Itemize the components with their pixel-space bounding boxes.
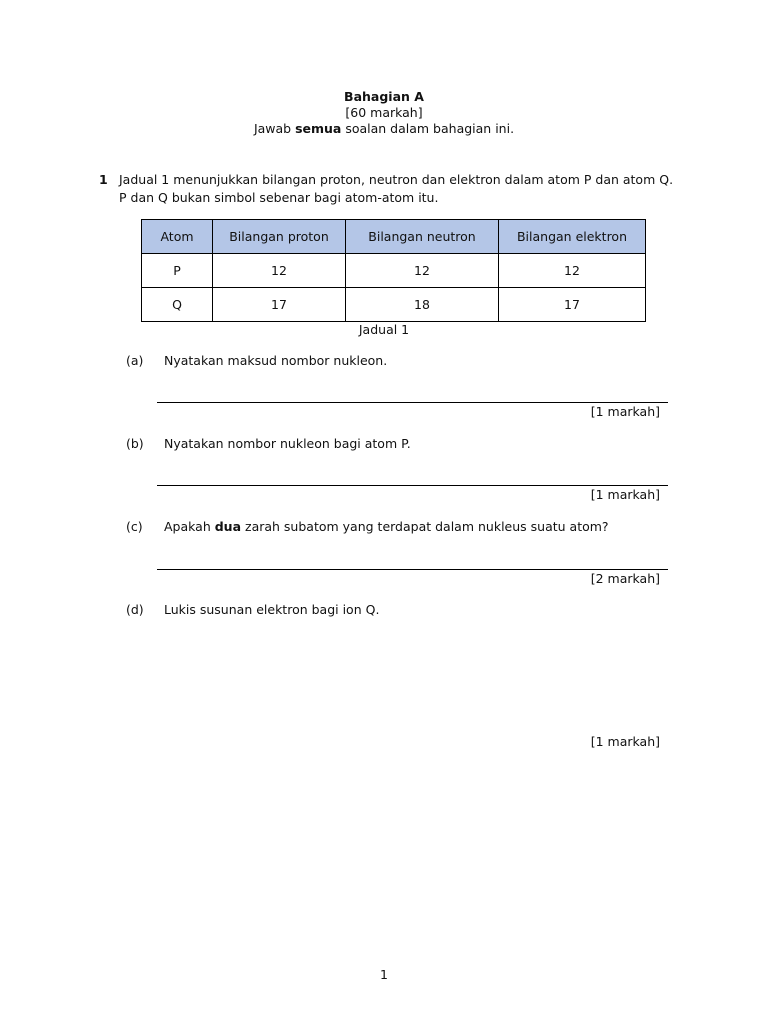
- part-d-marks: [1 markah]: [590, 734, 660, 749]
- table-row: [142, 254, 646, 288]
- section-marks: [60 markah]: [345, 105, 423, 120]
- question-number: 1: [99, 172, 108, 187]
- table-header-cell: Bilangan proton: [213, 220, 346, 254]
- part-b-label: (b): [126, 436, 144, 451]
- data-table: [141, 219, 646, 322]
- table-cell: 18: [346, 288, 499, 322]
- part-d-text: Lukis susunan elektron bagi ion Q.: [164, 602, 380, 617]
- section-title: Bahagian A: [344, 89, 424, 104]
- part-d-drawing-area[interactable]: [157, 625, 668, 725]
- part-c-text: [164, 519, 609, 534]
- part-c-text-start: Apakah: [164, 519, 215, 534]
- table-header-row: [142, 220, 646, 254]
- table-header-cell: Bilangan neutron: [346, 220, 499, 254]
- table-cell: 12: [499, 254, 646, 288]
- instruction-emphasis: semua: [295, 121, 342, 136]
- part-b-text: Nyatakan nombor nukleon bagi atom P.: [164, 436, 411, 451]
- part-c-answer-line[interactable]: [157, 569, 668, 570]
- table-cell: Q: [142, 288, 213, 322]
- table-cell: 17: [213, 288, 346, 322]
- section-instruction: [0, 121, 768, 136]
- instruction-text-start: Jawab: [253, 121, 296, 136]
- table-header-cell: Atom: [142, 220, 213, 254]
- part-a-marks: [1 markah]: [590, 404, 660, 419]
- question-intro-line-1: Jadual 1 menunjukkan bilangan proton, neutron dan elektron dalam atom P dan atom Q.: [119, 172, 674, 187]
- part-a-label: (a): [126, 353, 144, 368]
- part-c-emphasis: dua: [214, 519, 242, 534]
- table-cell: P: [142, 254, 213, 288]
- part-c-label: (c): [126, 519, 143, 534]
- table-cell: 12: [213, 254, 346, 288]
- table-header-cell: Bilangan elektron: [499, 220, 646, 254]
- table-cell: 17: [499, 288, 646, 322]
- part-a-answer-line[interactable]: [157, 402, 668, 403]
- table-row: [142, 288, 646, 322]
- table-caption: Jadual 1: [358, 322, 410, 337]
- part-d-label: (d): [126, 602, 144, 617]
- instruction-text-end: soalan dalam bahagian ini.: [341, 121, 515, 136]
- part-b-answer-line[interactable]: [157, 485, 668, 486]
- part-b-marks: [1 markah]: [590, 487, 660, 502]
- table-cell: 12: [346, 254, 499, 288]
- question-intro-line-2: P dan Q bukan simbol sebenar bagi atom-atom itu.: [119, 190, 439, 205]
- part-c-text-end: zarah subatom yang terdapat dalam nukleus suatu atom?: [241, 519, 609, 534]
- part-c-marks: [2 markah]: [590, 571, 660, 586]
- page-number: 1: [380, 967, 388, 982]
- part-a-text: Nyatakan maksud nombor nukleon.: [164, 353, 388, 368]
